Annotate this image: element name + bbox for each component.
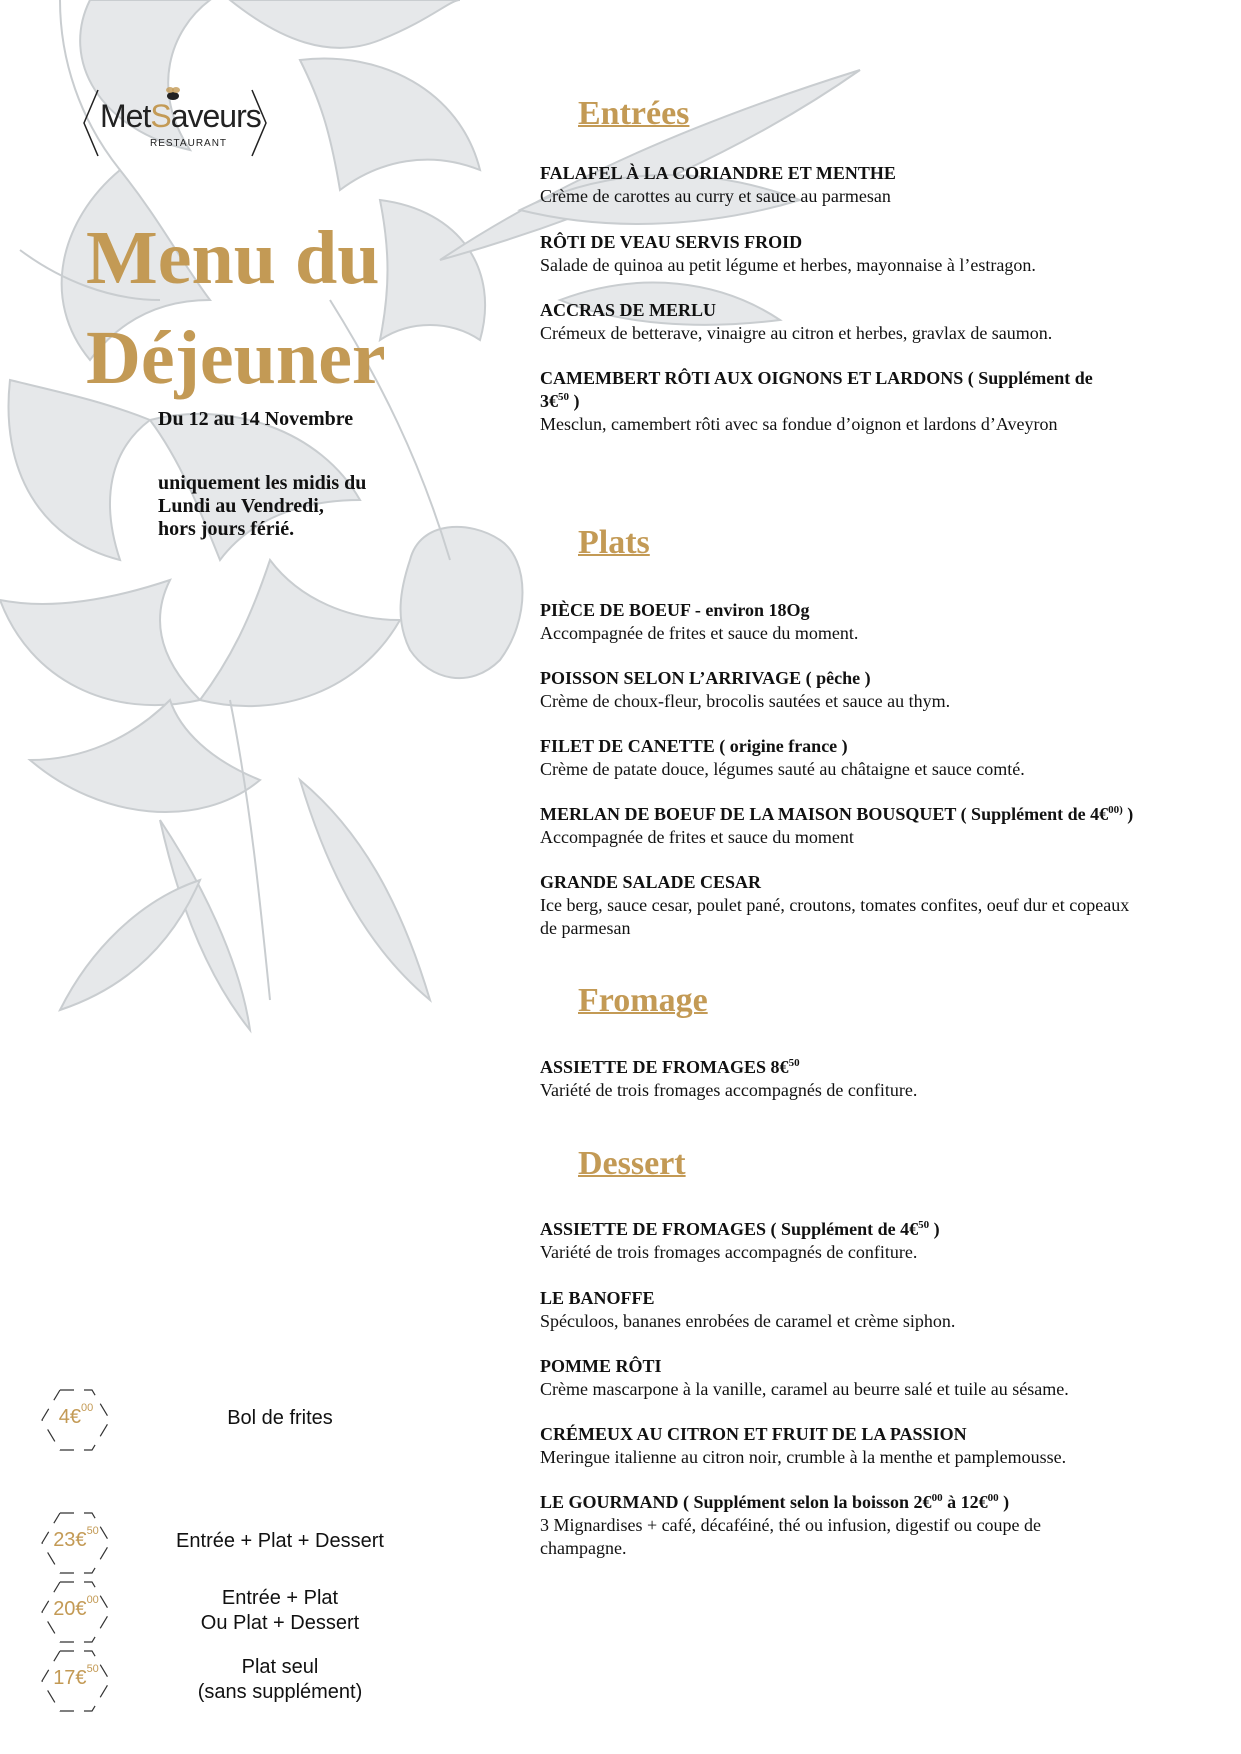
menu-item: FALAFEL À LA CORIANDRE ET MENTHE Crème de carottes au curry et sauce au parmesan — [540, 163, 896, 206]
price-label: Plat seul (sans supplément) — [197, 1656, 363, 1703]
price-option — [40, 1388, 400, 1452]
menu-item: GRANDE SALADE CESAR Ice berg, sauce cesar, poulet pané, croutons, tomates confites, oeuf dur et copeaux de parmesan — [540, 872, 1130, 938]
section-title-dessert: Dessert — [578, 1145, 686, 1182]
section-title-plats: Plats — [578, 524, 650, 561]
availability-conditions: uniquement les midis du Lundi au Vendredi, hors jours férié. — [158, 472, 367, 540]
menu-item: CAMEMBERT RÔTI AUX OIGNONS ET LARDONS ( Supplément de 3€$^{50}$ ) Mesclun, camembert rôti avec sa fondue d’oignon et lardons d’Aveyron — [540, 368, 1093, 434]
price-option — [40, 1580, 400, 1644]
menu-item: MERLAN DE BOEUF DE LA MAISON BOUSQUET ( Supplément de 4€$^{00)}$ ) Accompagnée de frites et sauce du moment — [540, 804, 1134, 847]
price-label: Entrée + Plat Ou Plat + Dessert — [200, 1587, 360, 1634]
price-option — [40, 1511, 400, 1575]
title-line-2: Déjeuner — [86, 316, 386, 400]
logo-wordmark: MetSaveurs — [100, 98, 261, 134]
price-label: Entrée + Plat + Dessert — [176, 1530, 384, 1552]
date-range: Du 12 au 14 Novembre — [158, 408, 354, 430]
section-title-fromage: Fromage — [578, 982, 708, 1019]
menu-item: RÔTI DE VEAU SERVIS FROID Salade de quinoa au petit légume et herbes, mayonnaise à l’estragon. — [540, 232, 1036, 275]
section-title-entrees: Entrées — [578, 95, 690, 132]
menu-item: FILET DE CANETTE ( origine france ) Crème de patate douce, légumes sauté au châtaigne et sauce comté. — [540, 736, 1025, 779]
price-amount: 20€$^{00}$ — [53, 1594, 99, 1620]
price-amount: 17€$^{50}$ — [53, 1663, 99, 1689]
menu-item: PIÈCE DE BOEUF - environ 18Og Accompagnée de frites et sauce du moment. — [540, 600, 859, 643]
menu-item: LE BANOFFE Spéculoos, bananes enrobées de caramel et crème siphon. — [540, 1288, 956, 1331]
menu-item: LE GOURMAND ( Supplément selon la boisson 2€$^{00}$ à 12€$^{00}$ ) 3 Mignardises + café, décaféiné, thé ou infusion, digestif ou coupe de champagne. — [540, 1492, 1041, 1558]
menu-item: ACCRAS DE MERLU Crémeux de betterave, vinaigre au citron et herbes, gravlax de saumon. — [540, 300, 1053, 343]
price-option — [40, 1649, 400, 1713]
price-amount: 4€$^{00}$ — [58, 1402, 94, 1428]
price-label: Bol de frites — [227, 1407, 333, 1429]
menu-item: POMME RÔTI Crème mascarpone à la vanille, caramel au beurre salé et tuile au sésame. — [540, 1356, 1069, 1399]
logo-subtitle: RESTAURANT — [150, 138, 228, 149]
page-title — [86, 208, 386, 408]
menu-item: ASSIETTE DE FROMAGES 8€$^{50}$ Variété de trois fromages accompagnés de confiture. — [540, 1057, 918, 1100]
menu-item: CRÉMEUX AU CITRON ET FRUIT DE LA PASSION Meringue italienne au citron noir, crumble à la menthe et pamplemousse. — [540, 1424, 1067, 1467]
menu-item: POISSON SELON L’ARRIVAGE ( pêche ) Crème de choux-fleur, brocolis sautées et sauce au thym. — [540, 668, 951, 711]
price-amount: 23€$^{50}$ — [53, 1525, 99, 1551]
title-line-1: Menu du — [86, 216, 380, 300]
menu-item: ASSIETTE DE FROMAGES ( Supplément de 4€$^{50}$ ) Variété de trois fromages accompagnés de confiture. — [540, 1219, 940, 1262]
restaurant-logo — [80, 86, 270, 160]
